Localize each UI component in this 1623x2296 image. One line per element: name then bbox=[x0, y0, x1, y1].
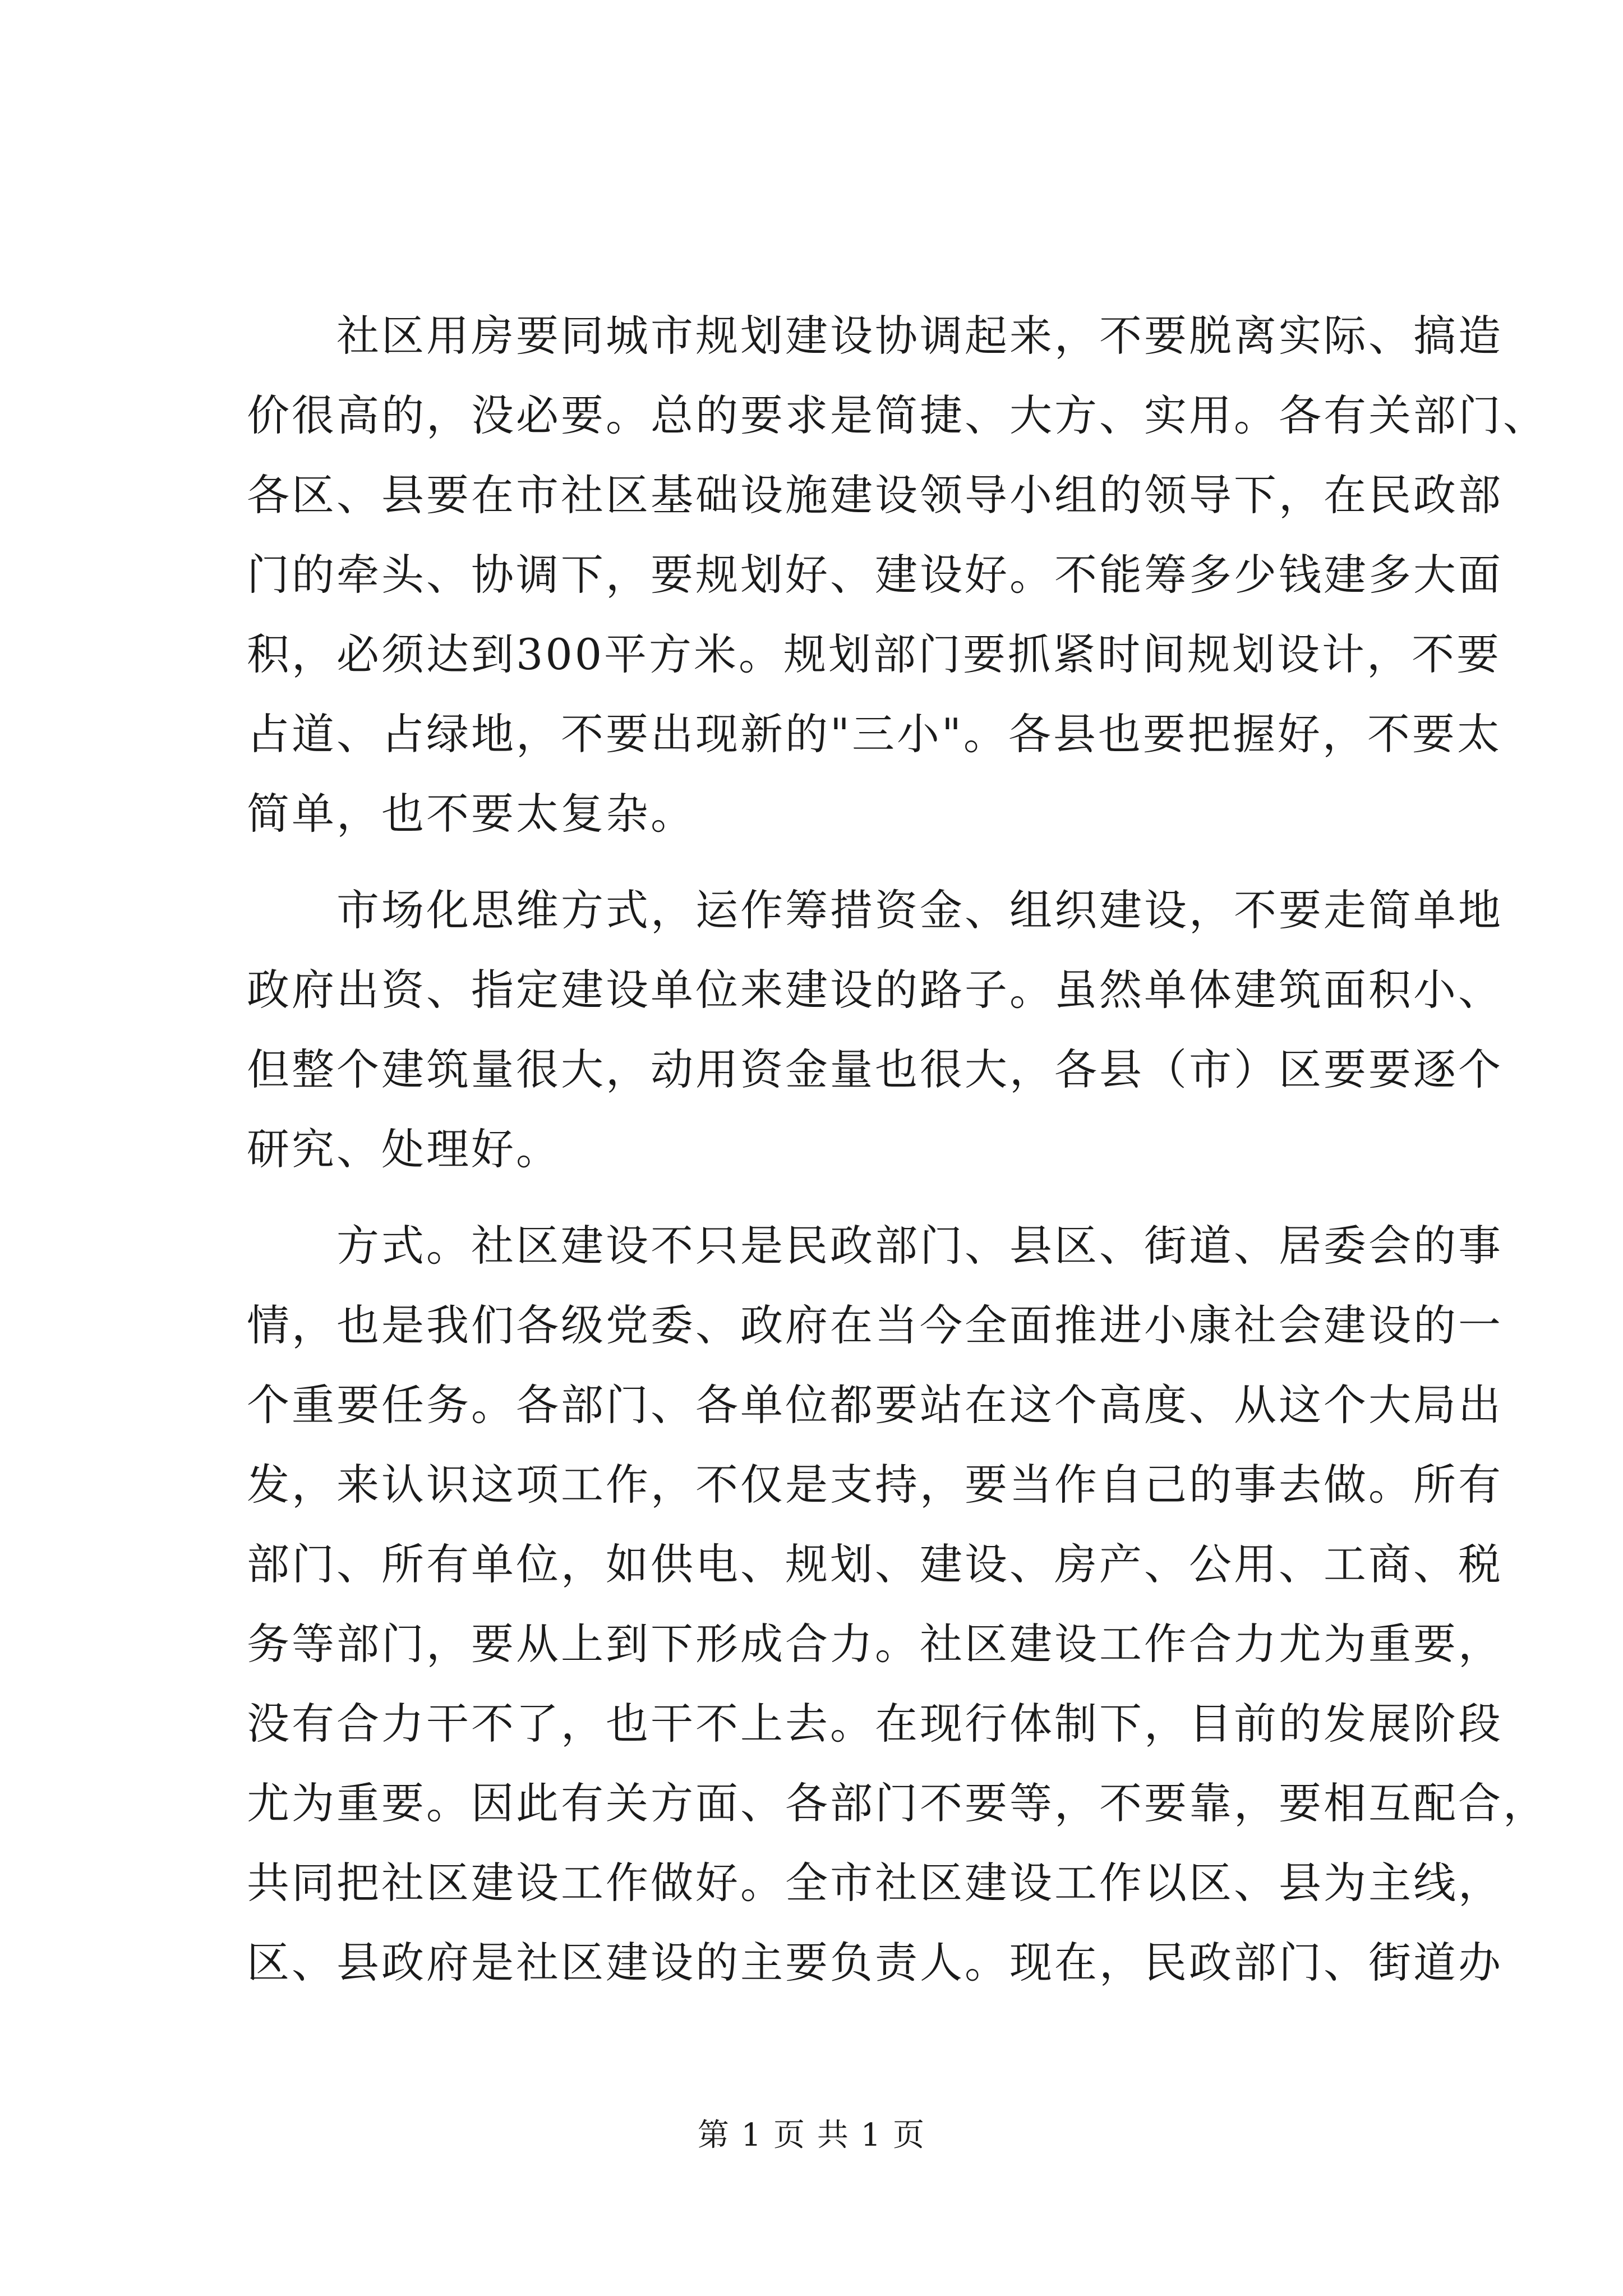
page-number-label: 第 1 页 共 1 页 bbox=[697, 2117, 926, 2154]
paragraph-3 bbox=[247, 1206, 1548, 2003]
text-line: 简单，也不要太复杂。 bbox=[247, 789, 695, 839]
text-line: 积，必须达到300平方米。规划部门要抓紧时间规划设计，不要 bbox=[247, 629, 1502, 679]
paragraph-spacing bbox=[247, 1189, 1419, 1206]
text-line: 社区用房要同城市规划建设协调起来，不要脱离实际、搞造 bbox=[247, 311, 1503, 361]
text-line: 政府出资、指定建设单位来建设的路子。虽然单体建筑面积小、 bbox=[247, 965, 1503, 1015]
document-body bbox=[247, 296, 1548, 2003]
text-line: 市场化思维方式，运作筹措资金、组织建设，不要走简单地 bbox=[247, 885, 1503, 935]
page-footer bbox=[0, 2110, 1623, 2155]
paragraph-1 bbox=[247, 296, 1548, 854]
text-line: 但整个建筑量很大，动用资金量也很大，各县（市）区要要逐个 bbox=[247, 1045, 1503, 1094]
text-line: 部门、所有单位，如供电、规划、建设、房产、公用、工商、税 bbox=[247, 1539, 1503, 1589]
text-line: 门的牵头、协调下，要规划好、建设好。不能筹多少钱建多大面 bbox=[247, 550, 1503, 600]
text-line: 各区、县要在市社区基础设施建设领导小组的领导下，在民政部 bbox=[247, 470, 1503, 520]
text-line: 占道、占绿地，不要出现新的"三小"。各县也要把握好，不要太 bbox=[247, 709, 1502, 759]
text-line: 务等部门，要从上到下形成合力。社区建设工作合力尤为重要， bbox=[247, 1619, 1503, 1669]
text-line: 研究、处理好。 bbox=[247, 1124, 561, 1174]
text-line: 价很高的，没必要。总的要求是简捷、大方、实用。各有关部门、 bbox=[247, 390, 1548, 440]
text-line: 共同把社区建设工作做好。全市社区建设工作以区、县为主线， bbox=[247, 1858, 1503, 1908]
text-line: 没有合力干不了，也干不上去。在现行体制下，目前的发展阶段 bbox=[247, 1699, 1503, 1749]
text-line: 方式。社区建设不只是民政部门、县区、街道、居委会的事 bbox=[247, 1221, 1503, 1271]
text-line: 尤为重要。因此有关方面、各部门不要等，不要靠，要相互配合， bbox=[247, 1778, 1548, 1828]
paragraph-2 bbox=[247, 871, 1503, 1189]
text-line: 情，也是我们各级党委、政府在当今全面推进小康社会建设的一 bbox=[247, 1300, 1503, 1350]
text-line: 发，来认识这项工作，不仅是支持，要当作自己的事去做。所有 bbox=[247, 1460, 1503, 1510]
text-line: 区、县政府是社区建设的主要负责人。现在，民政部门、街道办 bbox=[247, 1938, 1503, 1987]
paragraph-spacing bbox=[247, 854, 1419, 871]
text-line: 个重要任务。各部门、各单位都要站在这个高度、从这个大局出 bbox=[247, 1380, 1503, 1430]
